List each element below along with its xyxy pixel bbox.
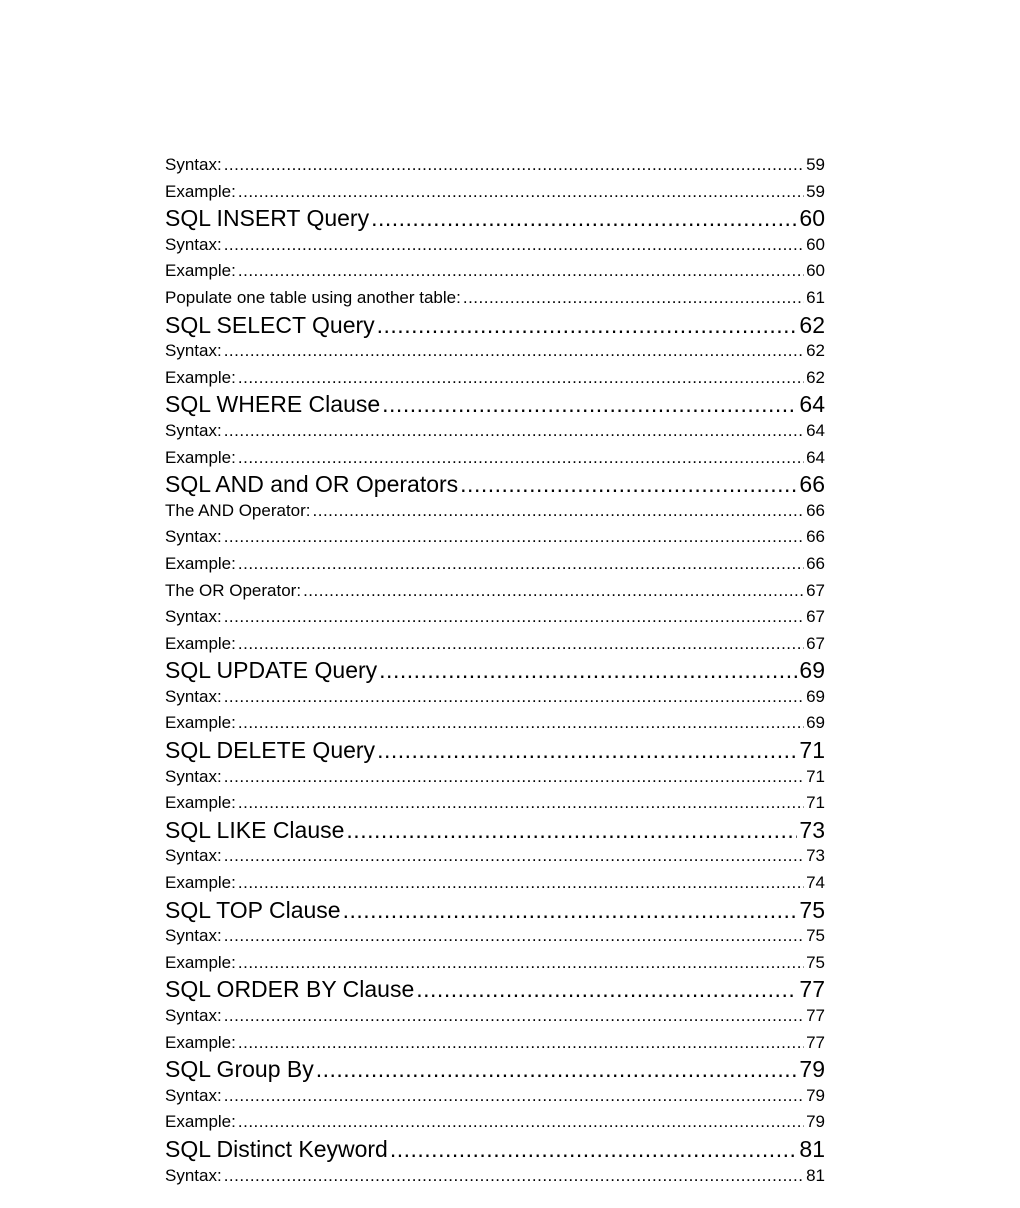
toc-entry-title: Example:: [165, 553, 236, 573]
toc-entry-page-number: 69: [806, 713, 825, 733]
toc-entry-page-number: 79: [799, 1056, 825, 1083]
toc-entry-title: Syntax:: [165, 1006, 222, 1025]
toc-subsection-entry[interactable]: [165, 418, 825, 445]
toc-subsection-entry[interactable]: [165, 258, 825, 285]
toc-dot-leader: [460, 471, 797, 498]
toc-dot-leader: [377, 737, 797, 764]
toc-entry-page-number: 71: [799, 737, 825, 764]
toc-subsection-entry[interactable]: [165, 843, 825, 870]
toc-entry-page-number: 64: [806, 420, 825, 440]
toc-dot-leader: [224, 923, 804, 950]
toc-subsection-entry[interactable]: [165, 551, 825, 578]
toc-dot-leader: [238, 710, 804, 737]
toc-entry-page-number: 77: [799, 976, 825, 1003]
toc-entry-title: The AND Operator:: [165, 500, 311, 520]
toc-entry-page-number: 66: [799, 471, 825, 498]
toc-dot-leader: [224, 1083, 804, 1110]
toc-subsection-entry[interactable]: [165, 870, 825, 897]
toc-entry-page-number: 75: [806, 926, 825, 946]
toc-subsection-entry[interactable]: [165, 923, 825, 950]
toc-entry-title: Example:: [165, 181, 236, 201]
toc-dot-leader: [224, 764, 804, 791]
toc-dot-leader: [224, 1163, 804, 1190]
toc-section-entry[interactable]: [165, 897, 825, 924]
toc-entry-page-number: 71: [806, 766, 825, 786]
toc-entry-page-number: 64: [806, 447, 825, 467]
toc-entry-page-number: 77: [806, 1006, 825, 1025]
toc-section-entry[interactable]: [165, 657, 825, 684]
toc-subsection-entry[interactable]: [165, 950, 825, 977]
toc-entry-title: SQL LIKE Clause: [165, 816, 345, 843]
toc-dot-leader: [224, 232, 804, 259]
toc-dot-leader: [238, 950, 804, 977]
toc-entry-title: SQL DELETE Query: [165, 737, 376, 764]
toc-entry-title: Syntax:: [165, 926, 222, 946]
toc-section-entry[interactable]: [165, 817, 825, 844]
toc-entry-page-number: 62: [806, 341, 825, 361]
toc-subsection-entry[interactable]: [165, 1003, 825, 1030]
toc-subsection-entry[interactable]: [165, 338, 825, 365]
toc-dot-leader: [224, 1003, 804, 1030]
toc-dot-leader: [238, 1030, 804, 1057]
toc-entry-title: Syntax:: [165, 846, 222, 866]
toc-dot-leader: [416, 976, 797, 1003]
toc-entry-page-number: 59: [806, 155, 825, 174]
toc-entry-title: Example:: [165, 261, 236, 281]
toc-entry-title: Syntax:: [165, 155, 222, 174]
toc-entry-page-number: 62: [799, 311, 825, 338]
toc-entry-page-number: 62: [806, 367, 825, 387]
toc-entry-title: Syntax:: [165, 1165, 222, 1185]
toc-dot-leader: [238, 790, 804, 817]
toc-section-entry[interactable]: [165, 312, 825, 339]
toc-dot-leader: [371, 205, 797, 232]
toc-entry-page-number: 67: [806, 607, 825, 627]
toc-subsection-entry[interactable]: [165, 578, 825, 605]
toc-subsection-entry[interactable]: [165, 232, 825, 259]
toc-subsection-entry[interactable]: [165, 684, 825, 711]
toc-entry-page-number: 74: [806, 873, 825, 893]
toc-dot-leader: [224, 152, 804, 179]
toc-entry-page-number: 73: [806, 846, 825, 866]
toc-subsection-entry[interactable]: [165, 285, 825, 312]
toc-entry-page-number: 60: [799, 205, 825, 232]
table-of-contents: [165, 152, 825, 1189]
toc-dot-leader: [238, 870, 804, 897]
toc-dot-leader: [238, 1109, 804, 1136]
toc-entry-page-number: 59: [806, 181, 825, 201]
toc-entry-page-number: 69: [799, 657, 825, 684]
toc-entry-title: SQL WHERE Clause: [165, 391, 381, 418]
toc-section-entry[interactable]: [165, 737, 825, 764]
toc-entry-title: Example:: [165, 873, 236, 893]
toc-subsection-entry[interactable]: [165, 365, 825, 392]
toc-entry-page-number: 61: [806, 287, 825, 307]
toc-entry-title: SQL UPDATE Query: [165, 657, 378, 684]
toc-dot-leader: [238, 179, 804, 206]
toc-entry-title: SQL INSERT Query: [165, 205, 370, 232]
toc-entry-title: Example:: [165, 1032, 236, 1052]
toc-entry-title: Syntax:: [165, 1085, 222, 1105]
toc-entry-title: Syntax:: [165, 341, 222, 361]
toc-entry-page-number: 77: [806, 1032, 825, 1052]
toc-entry-title: SQL AND and OR Operators: [165, 471, 459, 498]
toc-entry-title: Example:: [165, 633, 236, 653]
toc-subsection-entry[interactable]: [165, 152, 825, 179]
toc-dot-leader: [224, 604, 804, 631]
toc-entry-page-number: 71: [806, 793, 825, 813]
toc-subsection-entry[interactable]: [165, 1030, 825, 1057]
toc-entry-title: Example:: [165, 952, 236, 972]
toc-dot-leader: [238, 631, 804, 658]
toc-subsection-entry[interactable]: [165, 631, 825, 658]
toc-entry-page-number: 64: [799, 391, 825, 418]
toc-entry-page-number: 60: [806, 261, 825, 281]
toc-entry-page-number: 73: [799, 816, 825, 843]
toc-entry-title: SQL SELECT Query: [165, 311, 375, 338]
toc-section-entry[interactable]: [165, 205, 825, 232]
toc-entry-title: Example:: [165, 793, 236, 813]
toc-dot-leader: [224, 524, 804, 551]
toc-entry-title: Example:: [165, 713, 236, 733]
toc-entry-page-number: 79: [806, 1112, 825, 1132]
toc-section-entry[interactable]: [165, 471, 825, 498]
toc-subsection-entry[interactable]: [165, 1109, 825, 1136]
toc-entry-title: SQL Group By: [165, 1056, 314, 1083]
toc-dot-leader: [313, 498, 805, 525]
toc-dot-leader: [224, 338, 804, 365]
toc-entry-page-number: 69: [806, 686, 825, 706]
toc-subsection-entry[interactable]: [165, 524, 825, 551]
toc-entry-page-number: 67: [806, 580, 825, 600]
toc-entry-page-number: 79: [806, 1085, 825, 1105]
toc-dot-leader: [224, 843, 804, 870]
toc-entry-title: Syntax:: [165, 766, 222, 786]
toc-dot-leader: [238, 258, 804, 285]
toc-dot-leader: [316, 1056, 798, 1083]
toc-dot-leader: [238, 365, 804, 392]
toc-dot-leader: [343, 897, 798, 924]
toc-entry-page-number: 60: [806, 234, 825, 254]
toc-dot-leader: [390, 1136, 798, 1163]
toc-entry-page-number: 66: [806, 500, 825, 520]
toc-entry-title: Example:: [165, 1112, 236, 1132]
toc-dot-leader: [224, 418, 804, 445]
toc-dot-leader: [463, 285, 804, 312]
toc-entry-title: Syntax:: [165, 234, 222, 254]
toc-subsection-entry[interactable]: [165, 1163, 825, 1190]
toc-subsection-entry[interactable]: [165, 604, 825, 631]
toc-dot-leader: [346, 817, 797, 844]
toc-entry-title: Example:: [165, 367, 236, 387]
toc-entry-title: Example:: [165, 447, 236, 467]
toc-entry-page-number: 75: [799, 896, 825, 923]
toc-entry-title: Syntax:: [165, 527, 222, 547]
toc-entry-title: Syntax:: [165, 607, 222, 627]
toc-entry-title: Syntax:: [165, 420, 222, 440]
toc-subsection-entry[interactable]: [165, 1083, 825, 1110]
toc-subsection-entry[interactable]: [165, 179, 825, 206]
toc-subsection-entry[interactable]: [165, 445, 825, 472]
toc-dot-leader: [224, 684, 804, 711]
toc-entry-page-number: 81: [806, 1165, 825, 1185]
toc-dot-leader: [382, 391, 797, 418]
toc-entry-title: The OR Operator:: [165, 580, 302, 600]
toc-entry-page-number: 67: [806, 633, 825, 653]
toc-dot-leader: [379, 657, 797, 684]
toc-entry-page-number: 66: [806, 553, 825, 573]
toc-section-entry[interactable]: [165, 1136, 825, 1163]
toc-subsection-entry[interactable]: [165, 790, 825, 817]
toc-subsection-entry[interactable]: [165, 764, 825, 791]
toc-entry-page-number: 81: [799, 1135, 825, 1162]
toc-dot-leader: [238, 551, 804, 578]
toc-subsection-entry[interactable]: [165, 710, 825, 737]
toc-entry-title: SQL TOP Clause: [165, 896, 341, 923]
toc-entry-title: Populate one table using another table:: [165, 287, 461, 307]
toc-entry-title: Syntax:: [165, 686, 222, 706]
toc-entry-page-number: 75: [806, 952, 825, 972]
toc-dot-leader: [238, 445, 804, 472]
toc-dot-leader: [377, 312, 798, 339]
toc-section-entry[interactable]: [165, 391, 825, 418]
toc-entry-title: SQL ORDER BY Clause: [165, 976, 415, 1003]
toc-entry-page-number: 66: [806, 527, 825, 547]
toc-section-entry[interactable]: [165, 1056, 825, 1083]
toc-dot-leader: [303, 578, 804, 605]
toc-entry-title: SQL Distinct Keyword: [165, 1135, 388, 1162]
toc-subsection-entry[interactable]: [165, 498, 825, 525]
toc-section-entry[interactable]: [165, 976, 825, 1003]
